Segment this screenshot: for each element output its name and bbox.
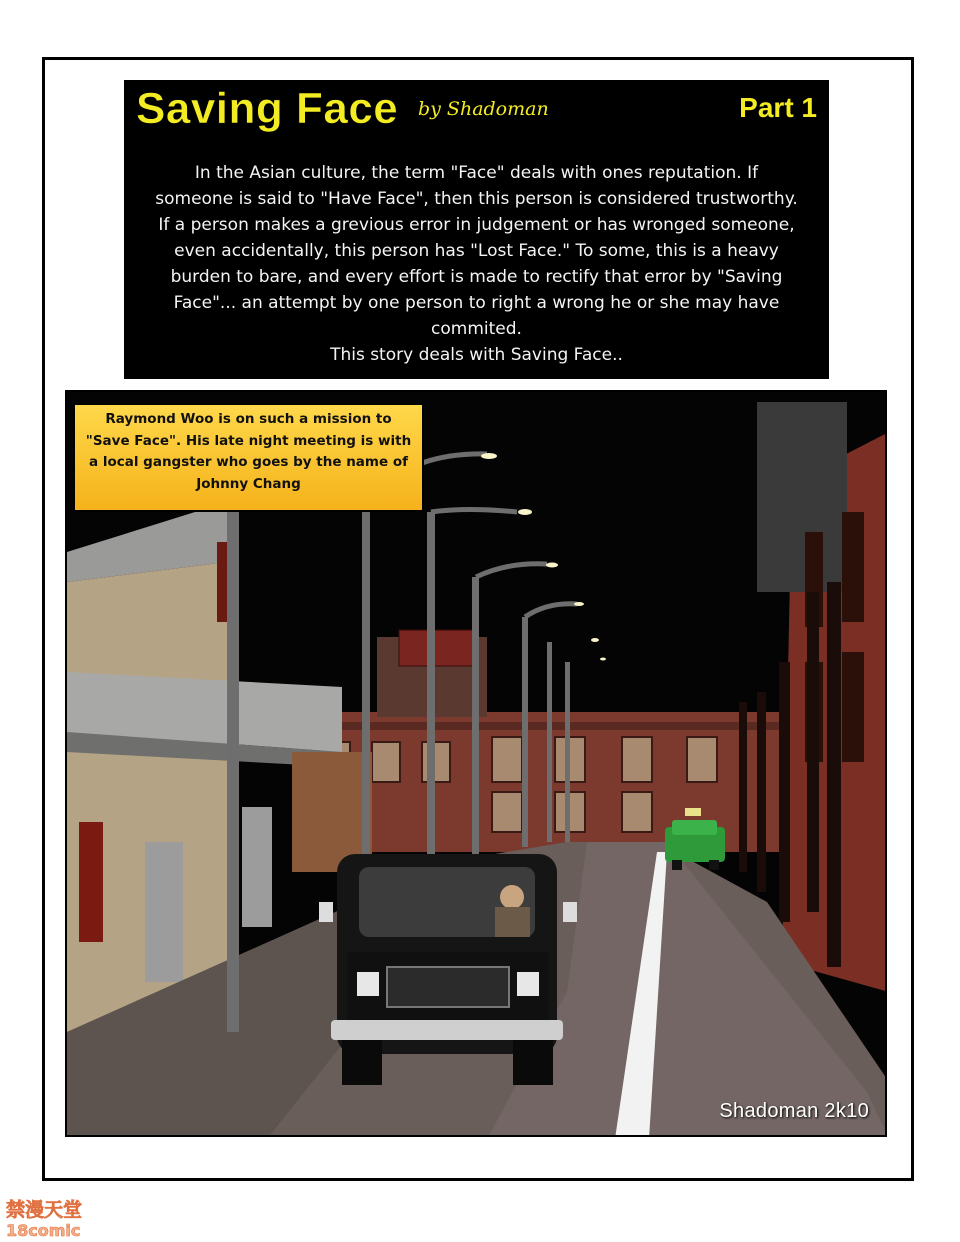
artist-credit: Shadoman 2k10 [719, 1100, 869, 1122]
author-byline: by Shadoman [418, 98, 549, 120]
watermark-line2: 18comic [6, 1221, 81, 1240]
watermark-line1: 禁漫天堂 [6, 1199, 83, 1221]
comic-title: Saving Face [136, 84, 399, 133]
title-panel [124, 80, 829, 379]
narration-caption: Raymond Woo is on such a mission to "Save Face". His late night meeting is with a local gangster who goes by the name of Johnny Chang [73, 403, 424, 512]
black-van [319, 854, 577, 1085]
watermark-logo [2, 1196, 112, 1240]
intro-text: In the Asian culture, the term "Face" deals with ones reputation. If someone is said to "Have Face", then this person is considered trustworthy. If a person makes a grevious error in judgement or has wronged someone, even accidentally, this person has "Lost Face." To some, this is a heavy burden to bare, and every effort is made to rectify that error by "Saving Face"... an attempt by one person to right a wrong he or she may have commited. This story deals with Saving Face.. [155, 163, 798, 365]
part-label: Part 1 [739, 92, 817, 123]
